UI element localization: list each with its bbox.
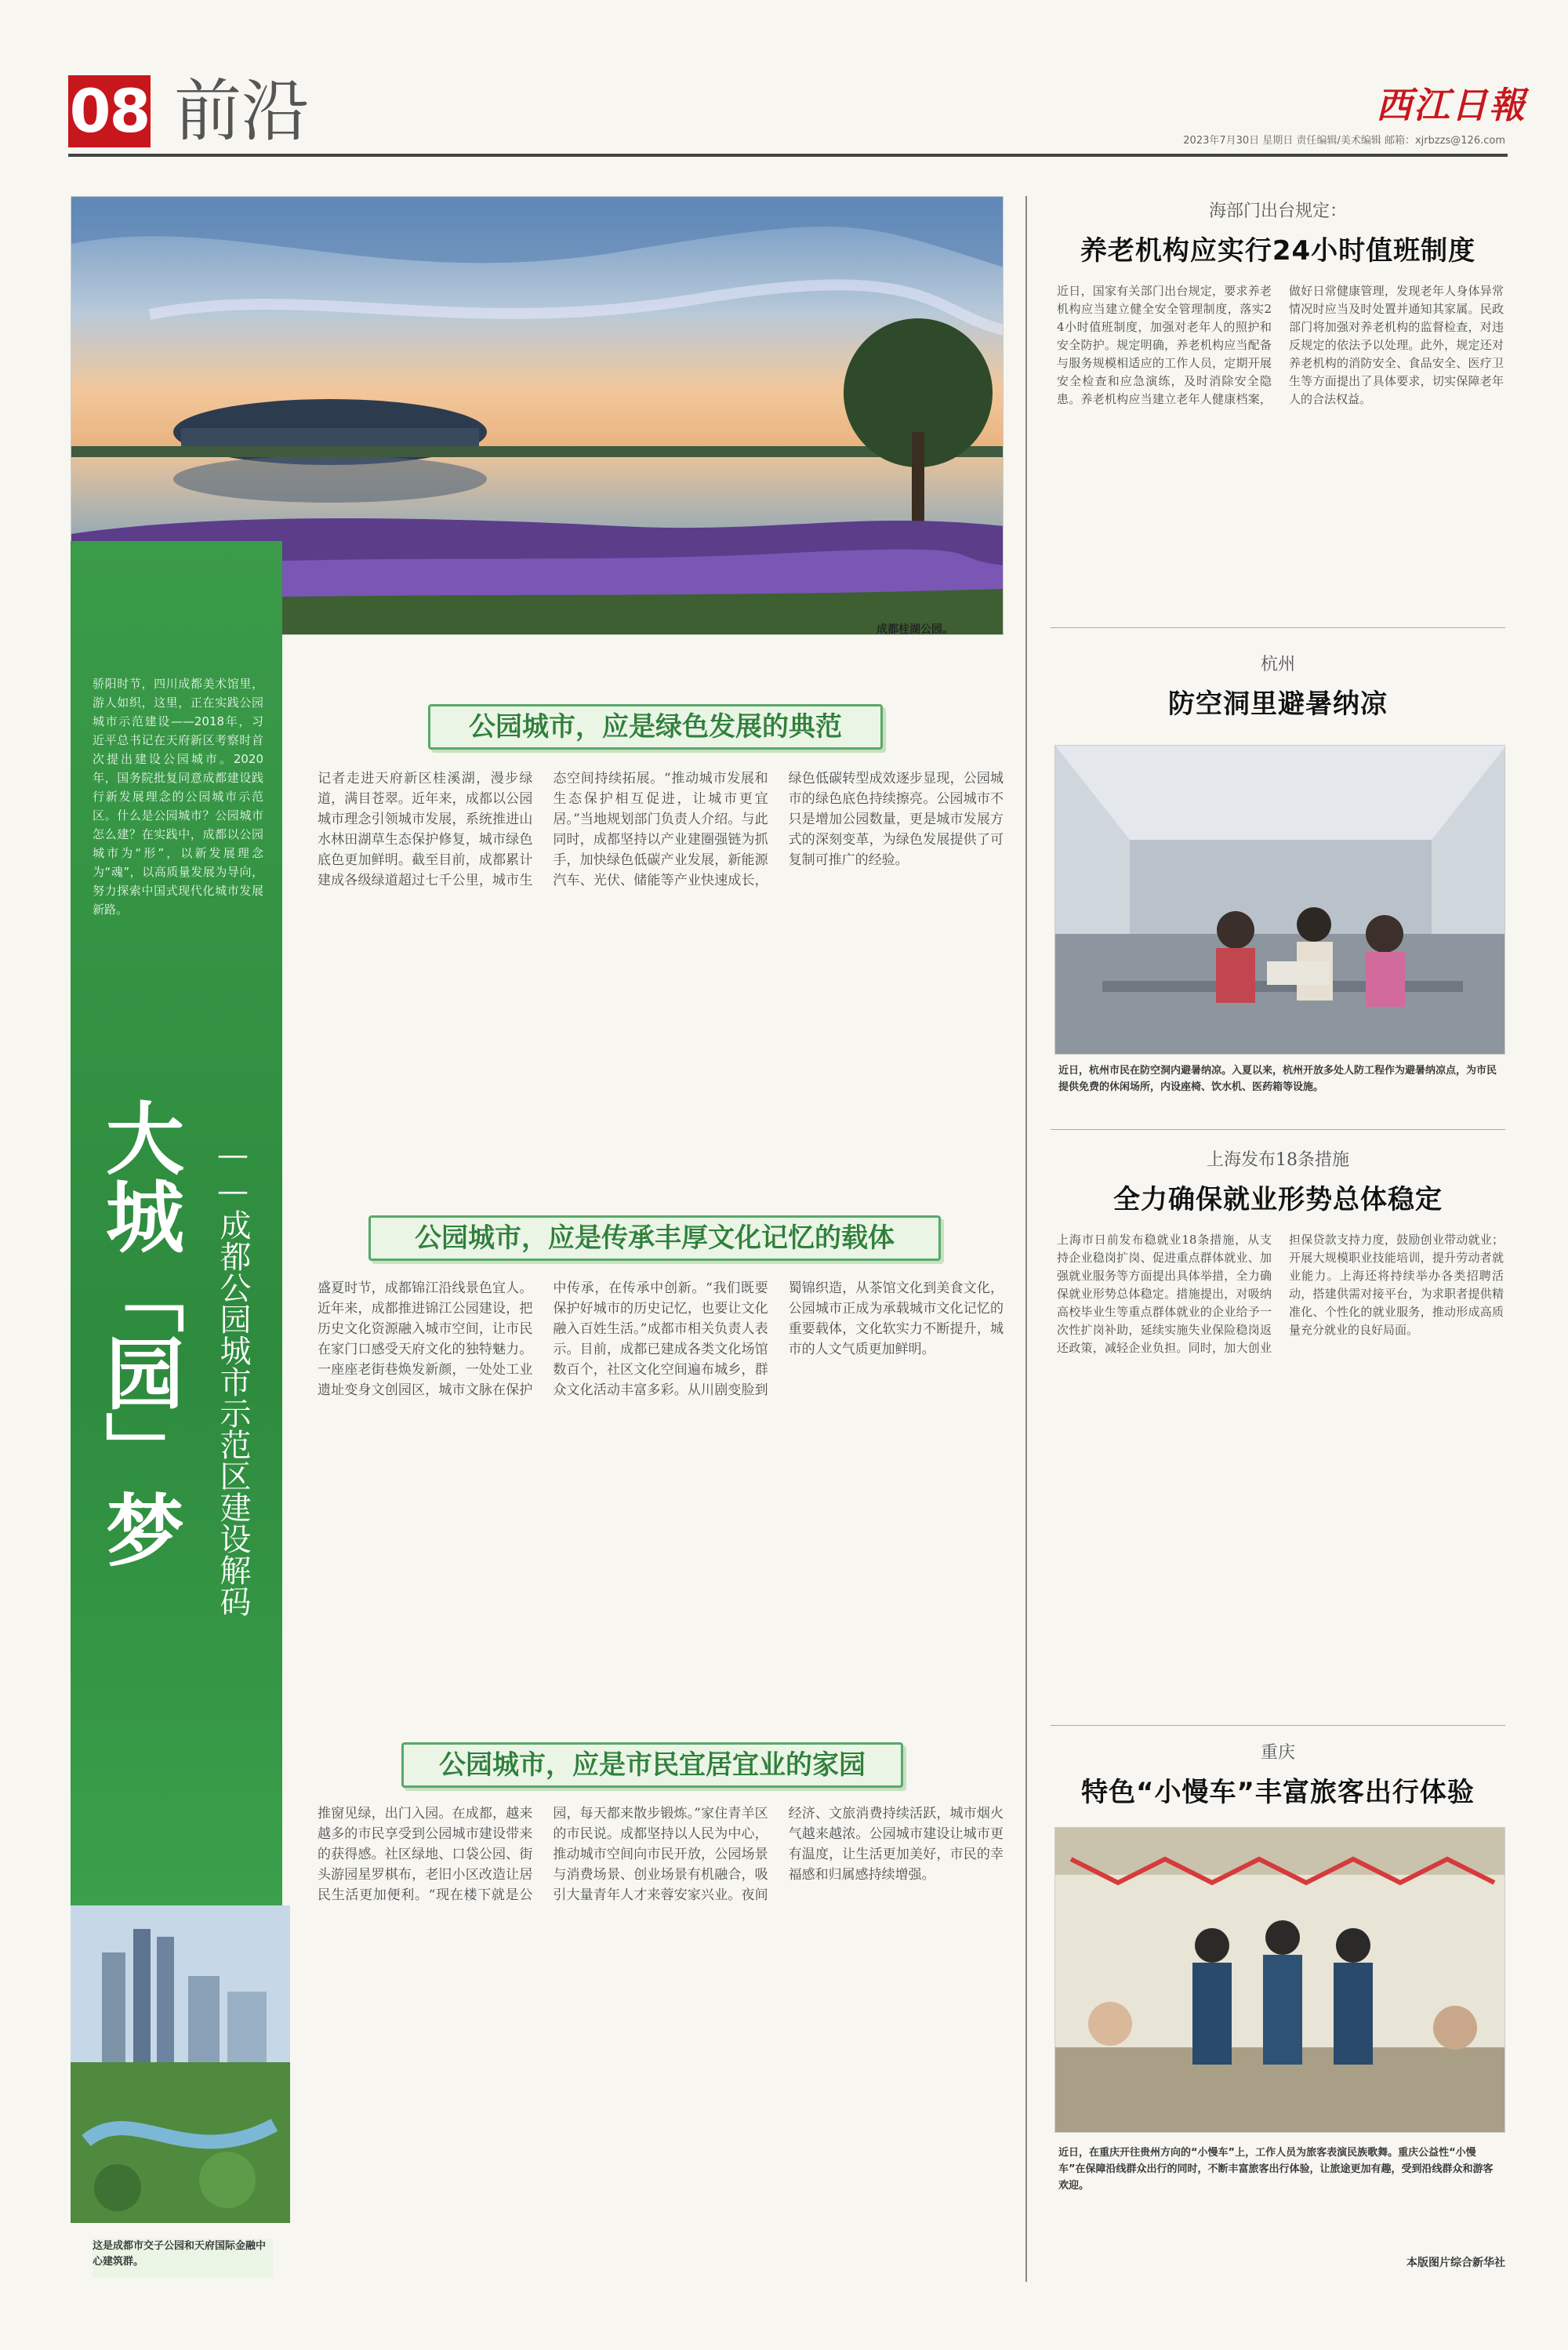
hero-photo-caption: 成都桂湖公园。 [877,623,953,636]
column-divider [1025,196,1027,2282]
article-2-photo [1054,745,1505,1055]
article-1-title: 养老机构应实行24小时值班制度 [1080,235,1476,267]
lead-sub-title: ——成都公园城市示范区建设解码 [215,1137,251,1617]
right-rule-2 [1051,1129,1505,1130]
article-3-title: 全力确保就业形势总体稳定 [1113,1184,1443,1215]
article-3-kicker: 上海发布18条措施 [1207,1150,1349,1170]
section-2-heading: 公园城市，应是传承丰厚文化记忆的载体 [368,1215,941,1261]
section-title: 前沿 [174,72,309,151]
newspaper-logo: 西江日報 [1376,84,1526,126]
masthead-rule [68,154,1508,157]
article-1-body: 近日，国家有关部门出台规定，要求养老机构应当建立健全安全管理制度，落实24小时值班制度，加强对老年人的照护和安全防护。规定明确，养老机构应当配备与服务规模相适应的工作人员，定期开展安全检查和应急演练，及时消除安全隐患。养老机构应当建立老年人健康档案，做好日常健康管理，发现老年人身体异常情况时应当及时处置并通知其家属。民政部门将加强对养老机构的监督检查，对违反规定的依法予以处理。此外，规定还对养老机构的消防安全、食品安全、医疗卫生等方面提出了具体要求，切实保障老年人的合法权益。 [1057,284,1504,406]
article-4-kicker: 重庆 [1260,1743,1295,1763]
right-rule-1 [1051,627,1505,628]
article-4-caption: 近日，在重庆开往贵州方向的“小慢车”上，工作人员为旅客表演民族歌舞。重庆公益性“小慢车”在保障沿线群众出行的同时，不断丰富旅客出行体验，让旅途更加有趣，受到沿线群众和游客欢迎。 [1058,2147,1494,2192]
section-3-heading: 公园城市，应是市民宜居宜业的家园 [401,1742,903,1788]
article-1-kicker: 海部门出台规定： [1208,202,1347,221]
small-photo-skyline [71,1905,290,2223]
article-3-body: 上海市日前发布稳就业18条措施，从支持企业稳岗扩岗、促进重点群体就业、加强就业服务等方面提出具体举措，全力确保就业形势总体稳定。措施提出，对吸纳高校毕业生等重点群体就业的企业给予一次性扩岗补助，延续实施失业保险稳岗返还政策，减轻企业负担。同时，加大创业担保贷款支持力度，鼓励创业带动就业；开展大规模职业技能培训，提升劳动者就业能力。上海还将持续举办各类招聘活动，搭建供需对接平台，为求职者提供精准化、个性化的就业服务，推动形成高质量充分就业的良好局面。 [1057,1233,1504,1355]
article-4-title: 特色“小慢车”丰富旅客出行体验 [1081,1777,1475,1808]
lead-intro-text: 骄阳时节，四川成都美术馆里，游人如织，这里，正在实践公园城市示范建设——2018年，习近平总书记在天府新区考察时首次提出建设公园城市。2020年，国务院批复同意成都建设践行新发展理念的公园城市示范区。什么是公园城市？公园城市怎么建？在实践中，成都以公园城市为“形”，以新发展理念为“魂”，以高质量发展为导向，努力探索中国式现代化城市发展新路。 [93,677,263,917]
section-3-body: 推窗见绿，出门入园。在成都，越来越多的市民享受到公园城市建设带来的获得感。社区绿地、口袋公园、街头游园星罗棋布，老旧小区改造让居民生活更加便利。“现在楼下就是公园，每天都来散步锻炼。”家住青羊区的市民说。成都坚持以人民为中心，推动城市空间向市民开放，公园场景与消费场景、创业场景有机融合，吸引大量青年人才来蓉安家兴业。夜间经济、文旅消费持续活跃，城市烟火气越来越浓。公园城市建设让城市更有温度，让生活更加美好，市民的幸福感和归属感持续增强。 [318,1806,1004,1903]
masthead-info-line: 2023年7月30日 星期日 责任编辑/美术编辑 邮箱：xjrbzzs@126.com [1183,135,1505,147]
section-2-body: 盛夏时节，成都锦江沿线景色宜人。近年来，成都推进锦江公园建设，把历史文化资源融入城市空间，让市民在家门口感受天府文化的独特魅力。一座座老街巷焕发新颜，一处处工业遗址变身文创园区，城市文脉在保护中传承，在传承中创新。“我们既要保护好城市的历史记忆，也要让文化融入百姓生活。”成都市相关负责人表示。目前，成都已建成各类文化场馆数百个，社区文化空间遍布城乡，群众文化活动丰富多彩。从川剧变脸到蜀锦织造，从茶馆文化到美食文化，公园城市正成为承载城市文化记忆的重要载体，文化软实力不断提升，城市的人文气质更加鲜明。 [318,1280,1004,1398]
article-4-photo [1054,1827,1505,2133]
lead-main-title: 大城「园」梦 [93,1098,184,1568]
article-2-caption: 近日，杭州市民在防空洞内避暑纳凉。入夏以来，杭州开放多处人防工程作为避暑纳凉点，为市民提供免费的休闲场所，内设座椅、饮水机、医药箱等设施。 [1058,1065,1497,1093]
right-rule-3 [1051,1725,1505,1726]
small-photo-caption: 这是成都市交子公园和天府国际金融中心建筑群。 [93,2239,273,2278]
article-2-title: 防空洞里避暑纳凉 [1168,688,1388,720]
page-number-badge: 08 [69,76,150,146]
section-1-body: 记者走进天府新区桂溪湖，漫步绿道，满目苍翠。近年来，成都以公园城市理念引领城市发展，系统推进山水林田湖草生态保护修复，城市绿色底色更加鲜明。截至目前，成都累计建成各级绿道超过七千公里，城市生态空间持续拓展。“推动城市发展和生态保护相互促进，让城市更宜居。”当地规划部门负责人介绍。与此同时，成都坚持以产业建圈强链为抓手，加快绿色低碳产业发展，新能源汽车、光伏、储能等产业快速成长，绿色低碳转型成效逐步显现，公园城市的绿色底色持续擦亮。公园城市不只是增加公园数量，更是城市发展方式的深刻变革，为绿色发展提供了可复制可推广的经验。 [318,771,1004,888]
footer-source: 本版图片综合新华社 [1406,2257,1505,2269]
section-1-heading: 公园城市，应是绿色发展的典范 [428,704,883,750]
article-2-kicker: 杭州 [1260,655,1295,674]
